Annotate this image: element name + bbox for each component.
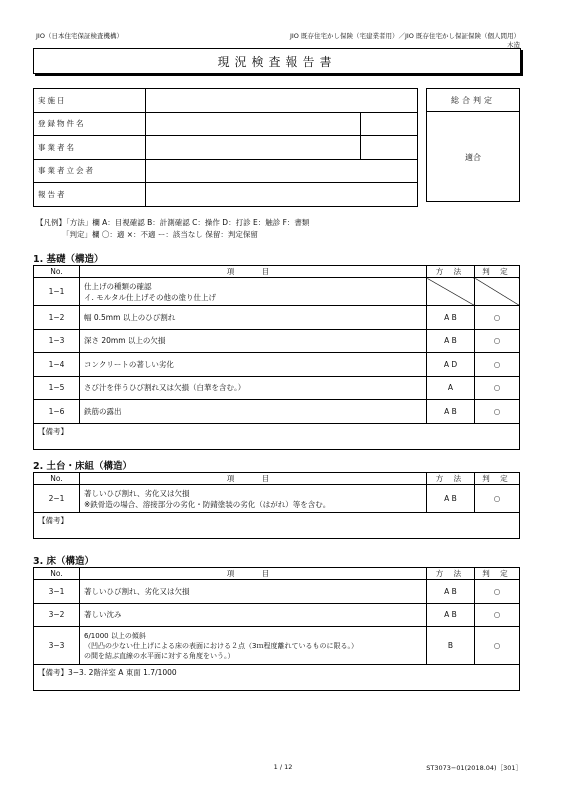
row-item xyxy=(80,278,427,306)
col-method: 方 法 xyxy=(427,473,475,485)
section-title: 3. 床（構造） xyxy=(33,556,95,567)
remarks-label: 【備考】 xyxy=(38,668,68,677)
info-value[interactable] xyxy=(146,89,418,113)
legend-line-1: 【凡例】「方法」欄 A：目視確認 B：計測確認 C：操作 D：打診 E：触診 F：書類 xyxy=(36,218,310,227)
row-method: A B xyxy=(427,603,475,627)
row-result: ○ xyxy=(475,306,520,330)
section-title: 2. 土台・床組（構造） xyxy=(33,461,133,472)
row-item-line: の間を結ぶ直線の水平面に対する角度をいう。） xyxy=(84,651,235,660)
row-result: ○ xyxy=(475,353,520,377)
section-title: 1. 基礎（構造） xyxy=(33,254,104,265)
row-method: A D xyxy=(427,353,475,377)
col-no: No. xyxy=(34,473,80,485)
row-result: ○ xyxy=(475,376,520,400)
row-no: 3−2 xyxy=(34,603,80,627)
col-item: 項 目 xyxy=(80,473,427,485)
row-item: 深さ 20mm 以上の欠損 xyxy=(80,329,427,353)
row-no: 2−1 xyxy=(34,485,80,513)
row-no: 1−2 xyxy=(34,306,80,330)
info-table xyxy=(33,88,418,207)
row-method: A B xyxy=(427,400,475,424)
info-label: 報告者 xyxy=(34,183,146,207)
row-item-line: （凹凸の少ない仕上げによる床の表面における２点（3ｍ程度離れているものに限る。） xyxy=(84,641,358,650)
info-label: 事業者名 xyxy=(34,136,146,160)
section-table xyxy=(33,472,520,539)
row-result: ○ xyxy=(475,329,520,353)
row-method: A B xyxy=(427,306,475,330)
row-result: ○ xyxy=(475,603,520,627)
row-result: ○ xyxy=(475,627,520,665)
section-table xyxy=(33,265,520,450)
col-item: 項 目 xyxy=(80,266,427,278)
info-value-extra[interactable] xyxy=(361,136,418,160)
overall-judgement-box xyxy=(426,88,520,202)
row-item-line: イ. モルタル仕上げその他の塗り仕上げ xyxy=(84,292,216,302)
overall-judgement-value: 適合 xyxy=(465,152,481,162)
remarks[interactable] xyxy=(34,513,520,539)
info-label: 事業者立会者 xyxy=(34,159,146,183)
row-item: 著しい沈み xyxy=(80,603,427,627)
row-method: B xyxy=(427,627,475,665)
org-name: JIO（日本住宅保証検査機構） xyxy=(36,32,123,40)
row-method: A B xyxy=(427,485,475,513)
row-method: A B xyxy=(427,580,475,604)
row-result: ○ xyxy=(475,400,520,424)
col-item: 項 目 xyxy=(80,568,427,580)
row-item-line: 仕上げの種類の確認 xyxy=(84,281,152,291)
row-item: コンクリートの著しい劣化 xyxy=(80,353,427,377)
section-table xyxy=(33,567,520,691)
remarks[interactable] xyxy=(34,423,520,449)
row-method: A xyxy=(427,376,475,400)
info-value-extra[interactable] xyxy=(361,112,418,136)
info-value[interactable] xyxy=(146,183,418,207)
row-item-line: 6/1000 以上の傾斜 xyxy=(84,631,146,640)
row-no: 1−6 xyxy=(34,400,80,424)
col-result: 判 定 xyxy=(475,568,520,580)
remarks-label: 【備考】 xyxy=(38,426,68,436)
row-result: ○ xyxy=(475,580,520,604)
row-no: 1−1 xyxy=(34,278,80,306)
overall-judgement-label: 総合判定 xyxy=(427,89,519,112)
page-title: 現況検査報告書 xyxy=(33,48,521,74)
row-no: 3−3 xyxy=(34,627,80,665)
remarks-label: 【備考】 xyxy=(38,516,68,525)
row-item-line: 著しいひび割れ、劣化又は欠損 xyxy=(84,488,190,498)
col-method: 方 法 xyxy=(427,266,475,278)
row-item: 幅 0.5mm 以上のひび割れ xyxy=(80,306,427,330)
info-value[interactable] xyxy=(146,112,361,136)
row-no: 1−4 xyxy=(34,353,80,377)
col-method: 方 法 xyxy=(427,568,475,580)
row-item: 著しいひび割れ、劣化又は欠損 xyxy=(80,580,427,604)
row-item xyxy=(80,485,427,513)
row-result: ○ xyxy=(475,485,520,513)
row-item xyxy=(80,627,427,665)
row-item: さび汁を伴うひび割れ又は欠損（白華を含む。） xyxy=(80,376,427,400)
info-value[interactable] xyxy=(146,136,361,160)
form-code: ST3073−01(2018.04)［301］ xyxy=(426,764,522,772)
row-method: A B xyxy=(427,329,475,353)
row-result-na xyxy=(475,278,520,306)
row-item: 鉄筋の露出 xyxy=(80,400,427,424)
col-no: No. xyxy=(34,568,80,580)
row-no: 3−1 xyxy=(34,580,80,604)
remarks[interactable] xyxy=(34,665,520,691)
col-result: 判 定 xyxy=(475,266,520,278)
remarks-text: 3−3. 2階洋室 A 東面 1.7/1000 xyxy=(68,668,177,677)
row-no: 1−5 xyxy=(34,376,80,400)
info-label: 実施日 xyxy=(34,89,146,113)
insurance-name: JIO 既存住宅かし保険（宅建業者用）／JIO 既存住宅かし保証保険（個人間用） xyxy=(289,32,520,40)
legend-line-2: 「判定」欄 〇：適 ×：不適 ー：該当なし 保留：判定保留 xyxy=(62,230,258,239)
info-value[interactable] xyxy=(146,159,418,183)
col-no: No. xyxy=(34,266,80,278)
info-label: 登録物件名 xyxy=(34,112,146,136)
col-result: 判 定 xyxy=(475,473,520,485)
page-number: 1 / 12 xyxy=(273,763,293,771)
row-item-line: ※鉄骨造の場合、溶接部分の劣化・防錆塗装の劣化（はがれ）等を含む。 xyxy=(84,499,331,509)
row-method-na xyxy=(427,278,475,306)
structure-type: 木造 xyxy=(507,41,520,49)
row-no: 1−3 xyxy=(34,329,80,353)
